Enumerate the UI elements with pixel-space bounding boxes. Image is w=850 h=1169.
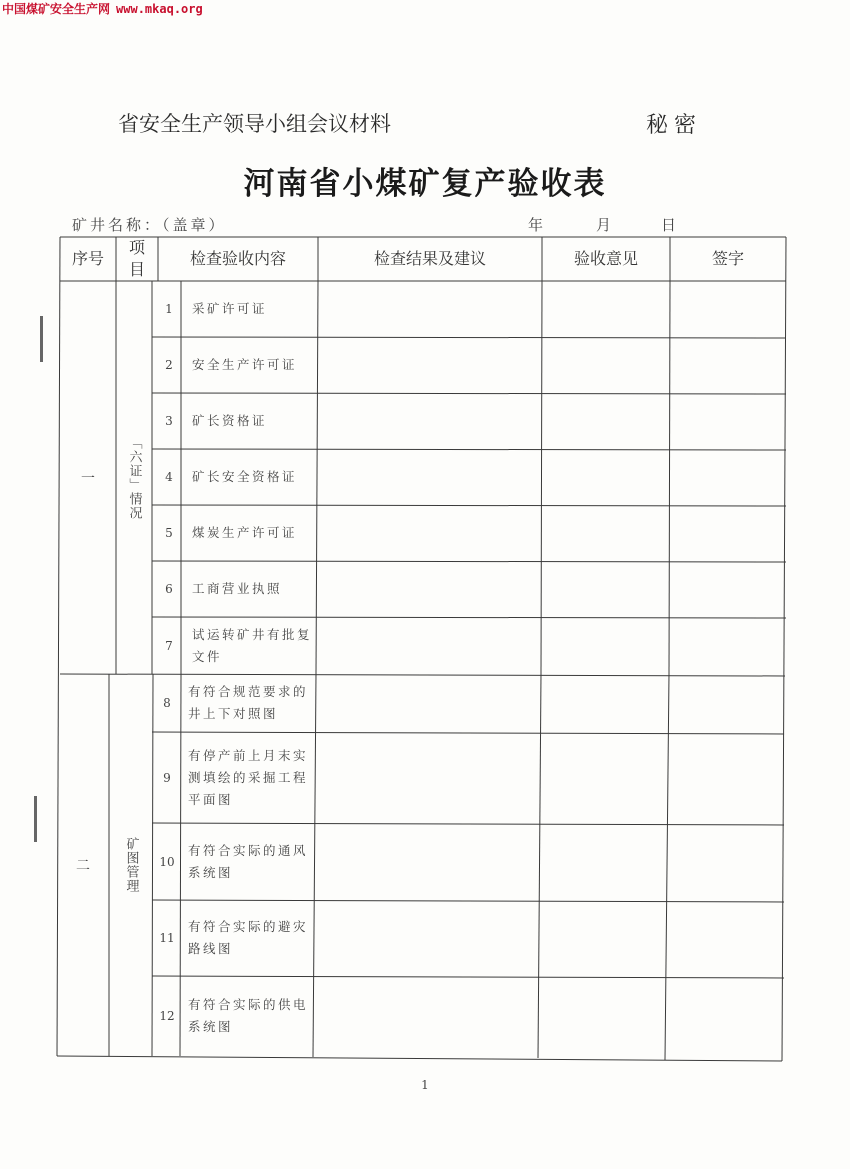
header-project: 项目 bbox=[128, 238, 145, 279]
item-number: 3 bbox=[165, 414, 173, 428]
item-text: 有符合实际的避灾路线图 bbox=[188, 919, 309, 956]
item-number: 5 bbox=[165, 526, 173, 540]
group-2-label: 矿图管理 bbox=[123, 837, 139, 893]
item-number: 2 bbox=[165, 358, 173, 372]
item-text: 采矿许可证 bbox=[192, 301, 268, 316]
header-classification: 秘密 bbox=[646, 113, 703, 138]
page-number: 1 bbox=[421, 1078, 429, 1092]
item-number: 6 bbox=[165, 582, 173, 596]
item-text: 煤炭生产许可证 bbox=[192, 525, 298, 540]
item-text: 安全生产许可证 bbox=[192, 357, 298, 372]
item-text: 矿长资格证 bbox=[192, 413, 268, 428]
group-2-seq: 二 bbox=[76, 858, 90, 874]
item-number: 9 bbox=[163, 770, 171, 785]
date-month-label: 月 bbox=[596, 216, 612, 234]
item-text: 有符合规范要求的井上下对照图 bbox=[188, 684, 309, 721]
header-opinion: 验收意见 bbox=[573, 249, 638, 268]
item-number: 8 bbox=[163, 696, 171, 710]
group-1-label: 「六证」情况 bbox=[126, 435, 142, 520]
header-document-source: 省安全生产领导小组会议材料 bbox=[118, 112, 391, 136]
item-number: 4 bbox=[165, 470, 173, 484]
watermark-url[interactable]: www.mkaq.org bbox=[116, 2, 203, 16]
page-title: 河南省小煤矿复产验收表 bbox=[243, 166, 607, 202]
scan-mark bbox=[34, 796, 37, 842]
item-number: 7 bbox=[165, 638, 173, 653]
header-seq: 序号 bbox=[71, 249, 104, 268]
header-content: 检查验收内容 bbox=[189, 249, 286, 268]
group-1-seq: 一 bbox=[81, 470, 95, 487]
date-day-label: 日 bbox=[661, 216, 677, 234]
item-text: 工商营业执照 bbox=[192, 581, 283, 596]
scan-mark bbox=[40, 316, 43, 362]
mine-name-label: 矿井名称：（盖章） bbox=[72, 216, 227, 234]
header-signature: 签字 bbox=[711, 249, 744, 268]
item-number: 1 bbox=[165, 302, 173, 316]
date-year-label: 年 bbox=[528, 216, 544, 234]
item-text: 有停产前上月末实测填绘的采掘工程平面图 bbox=[188, 747, 309, 807]
item-number: 10 bbox=[159, 854, 175, 869]
item-text: 矿长安全资格证 bbox=[192, 469, 298, 484]
header-result: 检查结果及建议 bbox=[373, 249, 486, 268]
item-text: 有符合实际的供电系统图 bbox=[188, 997, 309, 1034]
item-number: 11 bbox=[159, 931, 175, 945]
watermark-site: 中国煤矿安全生产网 bbox=[2, 2, 111, 16]
item-text: 试运转矿井有批复文件 bbox=[192, 626, 313, 664]
item-number: 12 bbox=[159, 1009, 175, 1023]
item-text: 有符合实际的通风系统图 bbox=[188, 842, 309, 880]
